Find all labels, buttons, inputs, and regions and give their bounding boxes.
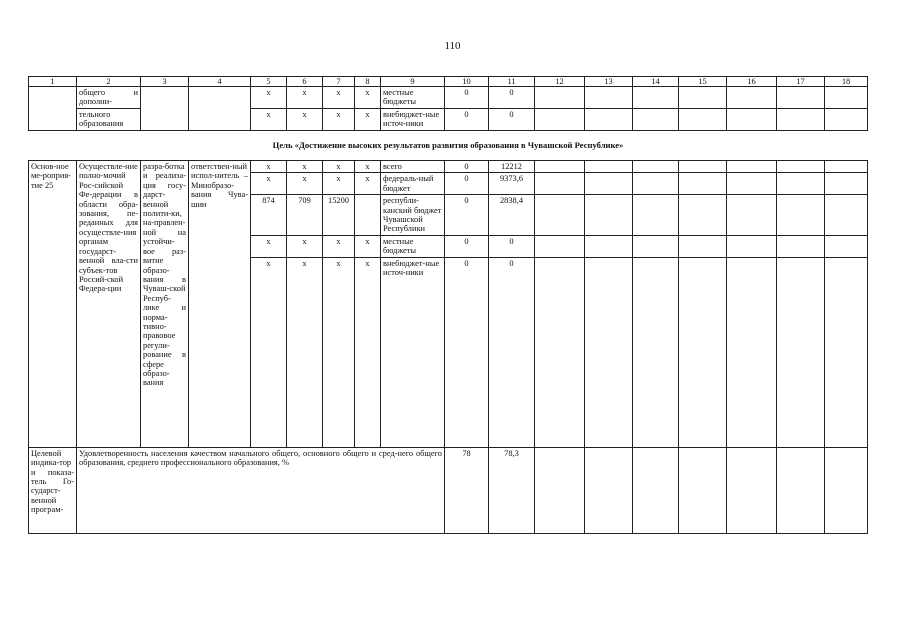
header-cell: 4 <box>189 77 251 87</box>
vr-cell: х <box>355 108 381 130</box>
csr-cell: х <box>323 161 355 173</box>
vr-cell: х <box>355 161 381 173</box>
value-col10: 0 <box>445 235 489 257</box>
indicator-row <box>29 447 868 533</box>
indicator-label: Целевой индика-тор и показа-тель Го-сударст-венной програм- <box>29 447 77 533</box>
funding-source: внебюджет-ные источ-ники <box>381 108 445 130</box>
funding-source: местные бюджеты <box>381 235 445 257</box>
event-name: Осуществле-ние полно-мочий Рос-сийской Фе-дерации в области обра-зования, пе-реданных для осуществле-ния органам государст-венной вла-сти субъек-тов Россий-ской Федера-ции <box>77 161 141 448</box>
header-cell: 17 <box>777 77 825 87</box>
value-col10: 0 <box>445 195 489 236</box>
goal-row <box>29 130 868 160</box>
header-cell: 6 <box>287 77 323 87</box>
header-cell: 14 <box>633 77 679 87</box>
value-col10: 0 <box>445 173 489 195</box>
prev-event-name-part2: тельного образования <box>77 108 141 130</box>
csr-cell: 15200 <box>323 195 355 236</box>
header-cell: 8 <box>355 77 381 87</box>
prev-event-name-part1: общего и дополни- <box>77 87 141 109</box>
value-col10: 0 <box>445 161 489 173</box>
rzpr-cell: х <box>287 161 323 173</box>
value-col10: 0 <box>445 87 489 109</box>
page-number: 110 <box>444 40 461 52</box>
event-status: Основ-ное ме-роприя-тие 25 <box>29 161 77 448</box>
header-cell: 10 <box>445 77 489 87</box>
indicator-text: Удовлетворенность населения качеством начального общего, основного общего и сред-него общего образования, среднего профессионального образования, % <box>77 447 445 533</box>
csr-cell: х <box>323 173 355 195</box>
funding-source: федераль-ный бюджет <box>381 173 445 195</box>
value-col11: 0 <box>489 257 535 447</box>
rzpr-cell: х <box>287 108 323 130</box>
header-cell: 11 <box>489 77 535 87</box>
table-row <box>29 87 868 109</box>
funding-source: внебюджет-ные источ-ники <box>381 257 445 447</box>
program-table <box>28 76 868 534</box>
grbs-cell: х <box>251 87 287 109</box>
value-col10: 0 <box>445 108 489 130</box>
header-row <box>29 77 868 87</box>
grbs-cell: х <box>251 173 287 195</box>
event-description: разра-ботка и реализа-ция госу-дарст-венной полити-ки, на-правлен-ной на устойчи-вое раз-витие образо-вания в Чуваш-ской Респуб-лике и норма-тивно-правовое регули-рование в сфере образо-вания <box>141 161 189 448</box>
value-col11: 0 <box>489 87 535 109</box>
header-cell: 9 <box>381 77 445 87</box>
rzpr-cell: х <box>287 87 323 109</box>
grbs-cell: 874 <box>251 195 287 236</box>
grbs-cell: х <box>251 235 287 257</box>
grbs-cell: х <box>251 161 287 173</box>
goal-title: Цель «Достижение высоких результатов развития образования в Чувашской Республике» <box>272 139 624 150</box>
value-col11: 0 <box>489 108 535 130</box>
value-col11: 9373,6 <box>489 173 535 195</box>
header-cell: 16 <box>727 77 777 87</box>
value-col10: 0 <box>445 257 489 447</box>
header-cell: 7 <box>323 77 355 87</box>
funding-source: республи-канский бюджет Чувашской Республики <box>381 195 445 236</box>
grbs-cell: х <box>251 108 287 130</box>
event-executor: ответствен-ный испол-нитель – Минобразо-вания Чува-шии <box>189 161 251 448</box>
value-col11: 0 <box>489 235 535 257</box>
funding-source: местные бюджеты <box>381 87 445 109</box>
vr-cell: х <box>355 87 381 109</box>
funding-source: всего <box>381 161 445 173</box>
header-cell: 1 <box>29 77 77 87</box>
value-col11: 2838,4 <box>489 195 535 236</box>
vr-cell: х <box>355 257 381 447</box>
csr-cell: х <box>323 235 355 257</box>
csr-cell: х <box>323 87 355 109</box>
header-cell: 5 <box>251 77 287 87</box>
value-col11: 12212 <box>489 161 535 173</box>
header-cell: 2 <box>77 77 141 87</box>
rzpr-cell: х <box>287 257 323 447</box>
table-row <box>29 161 868 173</box>
rzpr-cell: 709 <box>287 195 323 236</box>
indicator-value-col11: 78,3 <box>489 447 535 533</box>
header-cell: 15 <box>679 77 727 87</box>
rzpr-cell: х <box>287 173 323 195</box>
vr-cell <box>355 195 381 236</box>
csr-cell: х <box>323 257 355 447</box>
header-cell: 18 <box>825 77 868 87</box>
vr-cell: х <box>355 235 381 257</box>
header-cell: 3 <box>141 77 189 87</box>
rzpr-cell: х <box>287 235 323 257</box>
indicator-value-col10: 78 <box>445 447 489 533</box>
header-cell: 13 <box>585 77 633 87</box>
csr-cell: х <box>323 108 355 130</box>
header-cell: 12 <box>535 77 585 87</box>
grbs-cell: х <box>251 257 287 447</box>
vr-cell: х <box>355 173 381 195</box>
